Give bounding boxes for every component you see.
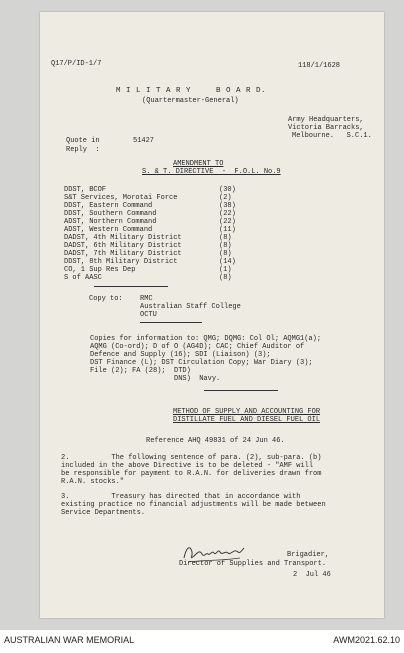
copies-line: DST Finance (L); DST Circulation Copy; War Diary (3);: [90, 359, 313, 367]
distribution-recipient: DDST, Southern Command: [64, 210, 157, 218]
signatory-rank: Brigadier,: [287, 551, 330, 559]
distribution-quantity: (38): [219, 202, 236, 210]
distribution-row: [64, 266, 234, 274]
copy-to-item: Australian Staff College: [140, 303, 241, 311]
paragraph-line: included in the above Directive is to be deleted - "AMF will: [61, 462, 314, 470]
paragraph-line: be responsible for payment to R.A.N. for deliveries drawn from: [61, 470, 322, 478]
distribution-quantity: (30): [219, 186, 236, 194]
paragraph-line: 2. The following sentence of para. (2), sub-para. (b): [61, 454, 322, 462]
distribution-recipient: ADST, Western Command: [64, 226, 153, 234]
distribution-quantity: (1): [219, 266, 232, 274]
distribution-list: [64, 186, 234, 282]
signatory-title: Director of Supplies and Transport.: [179, 560, 327, 568]
distribution-row: [64, 202, 234, 210]
address-line: Victoria Barracks,: [288, 124, 364, 132]
reference-line: Reference AHQ 49831 of 24 Jun 46.: [146, 437, 285, 445]
distribution-recipient: ADST, Northern Command: [64, 218, 157, 226]
distribution-recipient: DADST, 4th Military District: [64, 234, 182, 242]
distribution-row: [64, 186, 234, 194]
copies-line: Defence and Supply (16); SDI (Liaison) (3);: [90, 351, 271, 359]
copy-to-label: Copy to:: [89, 295, 123, 303]
distribution-recipient: S&T Services, Morotai Force: [64, 194, 178, 202]
distribution-row: [64, 234, 234, 242]
divider: [140, 322, 202, 323]
signature-date: 2 Jul 46: [293, 571, 331, 579]
reply-label: Reply :: [66, 146, 100, 154]
address-line: Army Headquarters,: [288, 116, 364, 124]
copies-line: AQMG (Co-ord); D of O (AG4D); CAC; Chief Auditor of: [90, 343, 305, 351]
footer-institution: AUSTRALIAN WAR MEMORIAL: [4, 635, 135, 645]
distribution-quantity: (14): [219, 258, 236, 266]
distribution-recipient: DADST, 6th Military District: [64, 242, 182, 250]
address-block: [288, 116, 372, 140]
address-line: Melbourne. S.C.1.: [292, 132, 372, 140]
copies-line: Copies for information to: QMG; DQMG: Col Ol; AQMG1(a);: [90, 335, 322, 343]
distribution-quantity: (2): [219, 194, 232, 202]
quote-number: 51427: [133, 137, 155, 145]
copy-to-item: RMC: [140, 295, 153, 303]
paragraph-line: Service Departments.: [61, 509, 146, 517]
distribution-recipient: CO, 1 Sup Res Dep: [64, 266, 136, 274]
paragraph-2: [61, 454, 321, 486]
distribution-recipient: DADST, 7th Military District: [64, 250, 182, 258]
board-title: M I L I T A R Y B O A R D.: [116, 87, 267, 95]
distribution-quantity: (22): [219, 210, 236, 218]
distribution-row: [64, 210, 234, 218]
amendment-title: AMENDMENT TO: [173, 160, 224, 168]
quote-label: Quote in: [66, 137, 100, 145]
reference-right: 118/1/1628: [298, 62, 341, 70]
distribution-row: [64, 218, 234, 226]
distribution-quantity: (8): [219, 242, 232, 250]
distribution-recipient: DDST, 8th Military District: [64, 258, 178, 266]
footer-accession-number: AWM2021.62.10: [333, 635, 400, 645]
paragraph-line: existing practice no financial adjustments will be made between: [61, 501, 326, 509]
distribution-recipient: DDST, Eastern Command: [64, 202, 153, 210]
distribution-recipient: DDST, BCOF: [64, 186, 107, 194]
distribution-recipient: S of AASC: [64, 274, 102, 282]
reference-left: Q17/P/ID-1/7: [51, 60, 102, 68]
distribution-quantity: (22): [219, 218, 236, 226]
distribution-quantity: (8): [219, 250, 232, 258]
distribution-row: [64, 226, 234, 234]
footer-bar: [0, 630, 404, 653]
subject-line-1: METHOD OF SUPPLY AND ACCOUNTING FOR: [173, 408, 321, 416]
copies-line: File (2); FA (28); DTD): [90, 367, 191, 375]
paragraph-3: [61, 493, 326, 517]
copies-line: DNS) Navy.: [90, 375, 221, 383]
divider: [94, 286, 168, 287]
paragraph-line: 3. Treasury has directed that in accordance with: [61, 493, 301, 501]
distribution-row: [64, 274, 234, 282]
distribution-quantity: (8): [219, 234, 232, 242]
subject-line-2: DISTILLATE FUEL AND DIESEL FUEL OIL: [173, 416, 321, 424]
distribution-row: [64, 194, 234, 202]
board-subtitle: (Quartermaster-General): [142, 97, 239, 105]
divider: [204, 390, 278, 391]
copy-to-item: OCTU: [140, 311, 157, 319]
document-sheet: [40, 12, 384, 618]
copy-to-list: [140, 295, 241, 319]
copies-info: [90, 335, 321, 383]
distribution-quantity: (8): [219, 274, 232, 282]
distribution-row: [64, 250, 234, 258]
distribution-quantity: (11): [219, 226, 236, 234]
distribution-row: [64, 258, 234, 266]
distribution-row: [64, 242, 234, 250]
paragraph-line: R.A.N. stocks.": [61, 478, 125, 486]
directive-title: S. & T. DIRECTIVE - F.O.L. No.9: [142, 168, 281, 176]
